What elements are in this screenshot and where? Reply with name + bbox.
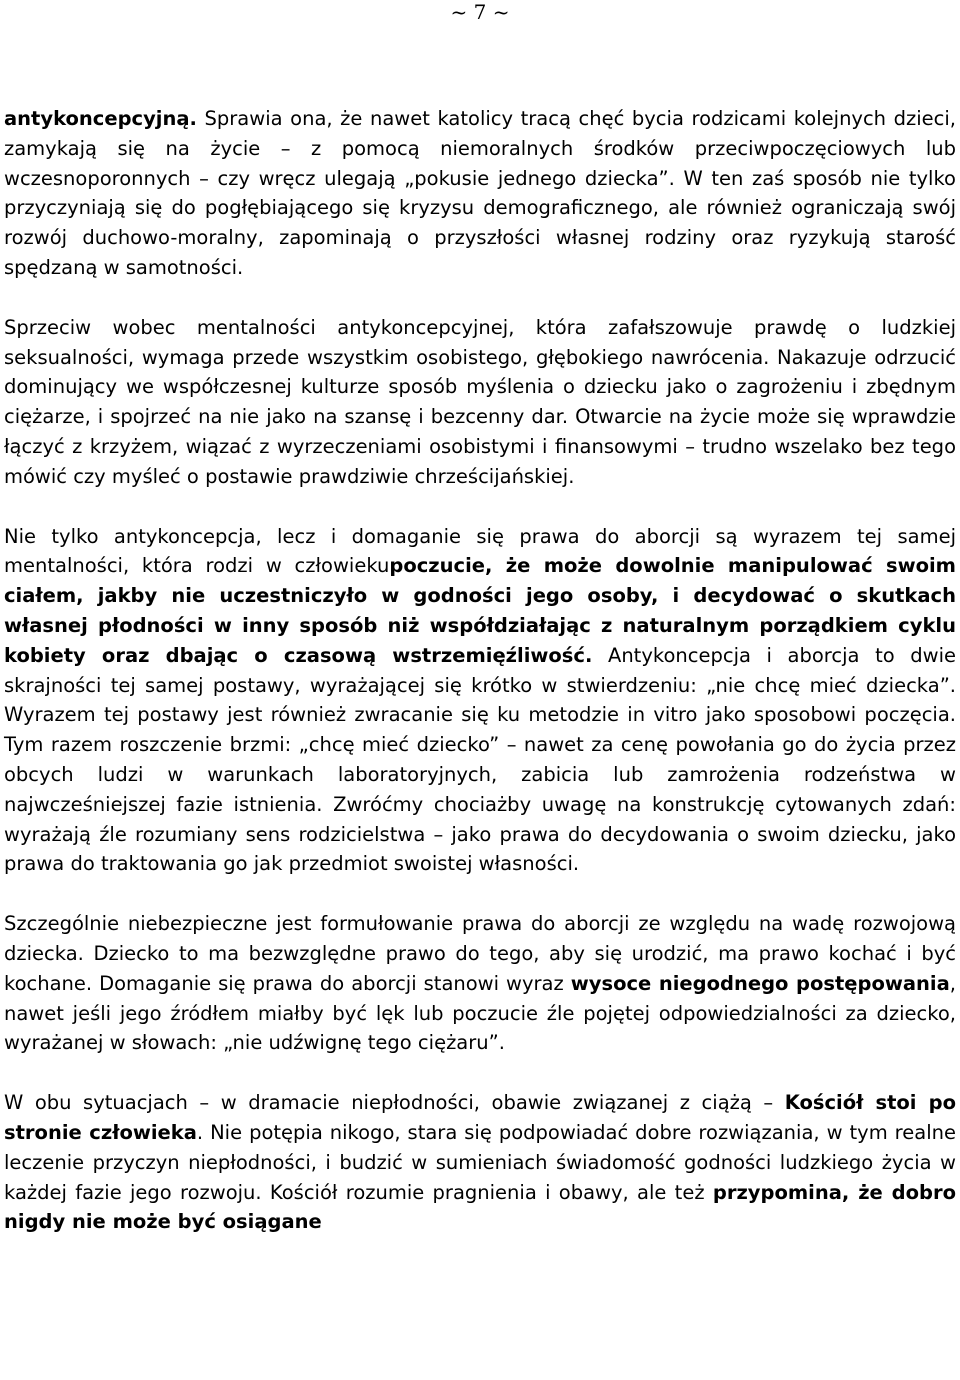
- text-segment: W obu sytuacjach – w dramacie niepłodności, obawie związanej z ciążą –: [4, 1091, 785, 1115]
- page-number: ~ 7 ~: [450, 0, 510, 24]
- text-segment-bold: Kościół stoi po stronie człowieka: [4, 1091, 956, 1144]
- paragraph-developmental-defect: [4, 909, 956, 1058]
- document-body: [4, 104, 956, 1237]
- text-segment: Antykoncepcja i aborcja to dwie skrajności tej samej postawy, wyrażającej się krótko w stwierdzeniu: „nie chcę mieć dziecka”. Wyrazem tej postawy jest również zwracanie się ku metodzie in vitro jako sposobowi poczęcia. Tym razem roszczenie brzmi: „chcę mieć dziecko” – nawet za cenę powołania go do życia przez obcych ludzi w warunkach laboratoryjnych, zabicia lub zamrożenia rodzeństwa w najwcześniejszej fazie istnienia. Zwróćmy chociażby uwagę na konstrukcję cytowanych zdań: wyrażają źle rozumiany sens rodzicielstwa – jako prawa do decydowania o swoim dziecku, jako prawa do traktowania go jak przedmiot swoistej własności.: [4, 643, 956, 876]
- paragraph-church-stance: [4, 1088, 956, 1237]
- text-segment-bold: wysoce niegodnego postępowania: [570, 971, 950, 995]
- paragraph-contraceptive-mentality: [4, 104, 956, 283]
- text-segment-bold: przypomina, że dobro nigdy nie może być osiągane: [4, 1180, 956, 1234]
- text-segment: Nie tylko antykoncepcja, lecz i domaganie się prawa do aborcji są wyrazem tej samej mentalności, która rodzi w człowieku: [4, 524, 956, 578]
- paragraph-abortion-in-vitro: [4, 522, 956, 880]
- paragraph-conversion: [4, 313, 956, 492]
- text-segment-bold: poczucie, że może dowolnie manipulować swoim ciałem, jakby nie uczestniczyło w godności jego osoby, i decydować o skutkach własnej płodności w inny sposób niż współdziałając z naturalnym porządkiem cyklu kobiety oraz dbając o czasową wstrzemięźliwość.: [4, 554, 957, 667]
- text-segment: Sprawia ona, że nawet katolicy tracą chęć bycia rodzicami kolejnych dzieci, zamykają się na życie – z pomocą niemoralnych środków przeciwpoczęciowych lub wczesnoporonnych – czy wręcz ulegają „pokusie jednego dziecka”. W ten zaś sposób nie tylko przyczyniają się do pogłębiającego się kryzysu demograficznego, ale również ograniczają swój rozwój duchowo-moralny, zapominają o przyszłości własnej rodziny oraz ryzykują starość spędzaną w samotności.: [4, 107, 956, 279]
- text-segment-bold: antykoncepcyjną.: [4, 107, 197, 130]
- text-segment: . Nie potępia nikogo, stara się podpowiadać dobre rozwiązania, w tym realne leczenie przyczyn niepłodności, i budzić w sumieniach świadomość godności ludzkiego życia w każdej fazie jego rozwoju. Kościół rozumie pragnienia i obawy, ale też: [4, 1120, 956, 1204]
- text-segment: , nawet jeśli jego źródłem miałby być lęk lub poczucie źle pojętej odpowiedzialności za dziecko, wyrażanej w słowach: „nie udźwignę tego ciężaru”.: [4, 971, 956, 1055]
- text-segment: Szczególnie niebezpieczne jest formułowanie prawa do aborcji ze względu na wadę rozwojową dziecka. Dziecko to ma bezwzględne prawo do tego, aby się urodzić, ma prawo kochać i być kochane. Domaganie się prawa do aborcji stanowi wyraz: [4, 912, 956, 995]
- text-segment: Sprzeciw wobec mentalności antykoncepcyjnej, która zafałszowuje prawdę o ludzkiej seksualności, wymaga przede wszystkim osobistego, głębokiego nawrócenia. Nakazuje odrzucić dominujący we współczesnej kulturze sposób myślenia o dziecku jako o zagrożeniu i zbędnym ciężarze, i spojrzeć na nie jako na szansę i bezcenny dar. Otwarcie na życie może się wprawdzie łączyć z krzyżem, wiązać z wyrzeczeniami osobistymi i finansowymi – trudno wszelako bez tego mówić czy myśleć o postawie prawdziwie chrześcijańskiej.: [4, 315, 956, 488]
